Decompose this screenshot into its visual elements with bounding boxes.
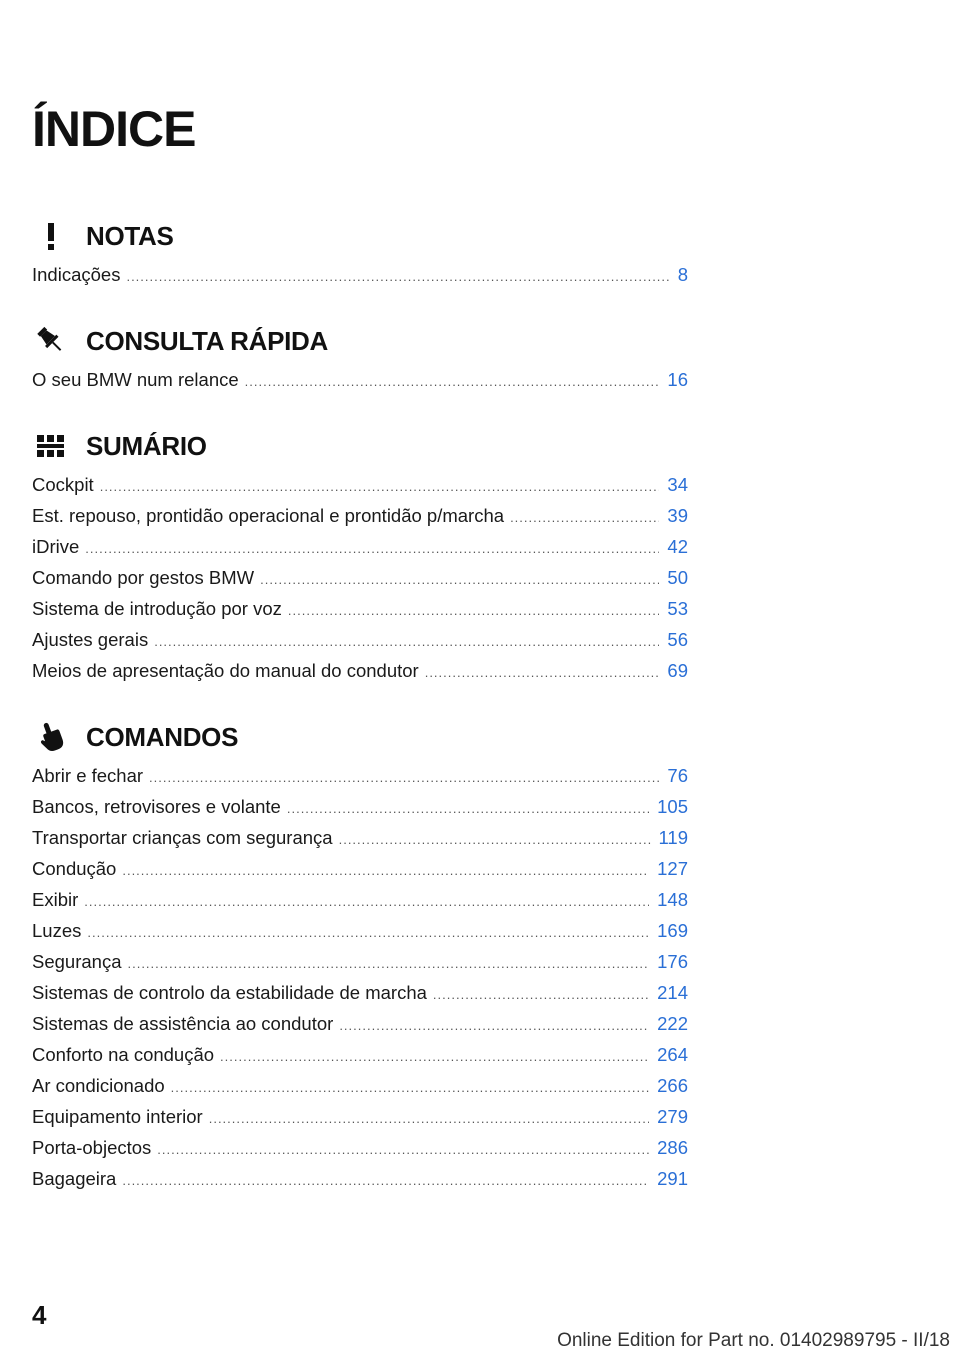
entry-label: Ar condicionado bbox=[32, 1075, 165, 1096]
dot-leader bbox=[287, 801, 649, 816]
dot-leader bbox=[100, 479, 660, 494]
toc-entry[interactable] bbox=[32, 858, 688, 889]
entry-label: Condução bbox=[32, 858, 117, 879]
entry-label: Abrir e fechar bbox=[32, 765, 144, 786]
entry-page-link[interactable]: 8 bbox=[677, 264, 688, 285]
entry-label: Bancos, retrovisores e volante bbox=[32, 796, 281, 817]
toc-entry[interactable] bbox=[32, 1044, 688, 1075]
entry-label: Comando por gestos BMW bbox=[32, 567, 255, 588]
dot-leader bbox=[171, 1080, 649, 1095]
toc-entry[interactable] bbox=[32, 796, 688, 827]
entry-label: Porta-objectos bbox=[32, 1137, 152, 1158]
entry-page-link[interactable]: 264 bbox=[657, 1044, 688, 1065]
entry-page-link[interactable]: 148 bbox=[657, 889, 688, 910]
entry-page-link[interactable]: 222 bbox=[657, 1013, 688, 1034]
section-sumario bbox=[32, 418, 688, 691]
entry-page-link[interactable]: 50 bbox=[667, 567, 688, 588]
exclamation-icon bbox=[34, 220, 68, 252]
toc-entry[interactable] bbox=[32, 369, 688, 400]
grid-icon bbox=[34, 430, 68, 462]
dot-leader bbox=[87, 925, 649, 940]
footer-edition-text: Online Edition for Part no. 01402989795 - II/18 bbox=[557, 1330, 950, 1351]
section-title: CONSULTA RÁPIDA bbox=[86, 325, 329, 356]
entry-page-link[interactable]: 169 bbox=[657, 920, 688, 941]
toc-entry[interactable] bbox=[32, 1168, 688, 1199]
entry-label: Cockpit bbox=[32, 474, 94, 495]
entry-page-link[interactable]: 176 bbox=[657, 951, 688, 972]
dot-leader bbox=[84, 894, 649, 909]
entry-page-link[interactable]: 34 bbox=[667, 474, 688, 495]
entry-page-link[interactable]: 286 bbox=[657, 1137, 688, 1158]
entry-label: Est. repouso, prontidão operacional e prontidão p/marcha bbox=[32, 505, 505, 526]
page-title: ÍNDICE bbox=[32, 101, 196, 157]
entry-label: Indicações bbox=[32, 264, 121, 285]
hand-pointer-icon bbox=[34, 721, 68, 753]
entry-label: Sistemas de assistência ao condutor bbox=[32, 1013, 334, 1034]
dot-leader bbox=[245, 374, 660, 389]
entry-label: Bagageira bbox=[32, 1168, 117, 1189]
entry-page-link[interactable]: 39 bbox=[667, 505, 688, 526]
toc-entry[interactable] bbox=[32, 567, 688, 598]
dot-leader bbox=[127, 956, 649, 971]
page-number: 4 bbox=[32, 1300, 47, 1330]
toc-entry[interactable] bbox=[32, 264, 688, 295]
toc-entry[interactable] bbox=[32, 505, 688, 536]
toc-entry[interactable] bbox=[32, 765, 688, 796]
toc-entry[interactable] bbox=[32, 598, 688, 629]
dot-leader bbox=[288, 603, 660, 618]
dot-leader bbox=[433, 987, 649, 1002]
dot-leader bbox=[149, 770, 659, 785]
entry-label: Sistemas de controlo da estabilidade de marcha bbox=[32, 982, 427, 1003]
toc-entry[interactable] bbox=[32, 951, 688, 982]
dot-leader bbox=[154, 634, 659, 649]
toc-entry[interactable] bbox=[32, 827, 688, 858]
section-header bbox=[32, 208, 688, 264]
toc-entry[interactable] bbox=[32, 1013, 688, 1044]
entry-page-link[interactable]: 76 bbox=[667, 765, 688, 786]
dot-leader bbox=[85, 541, 659, 556]
section-title: NOTAS bbox=[86, 220, 174, 251]
toc-entry[interactable] bbox=[32, 629, 688, 660]
section-header bbox=[32, 418, 688, 474]
entry-label: Conforto na condução bbox=[32, 1044, 215, 1065]
section-title: COMANDOS bbox=[86, 721, 239, 752]
entry-label: Segurança bbox=[32, 951, 122, 972]
toc-entry[interactable] bbox=[32, 920, 688, 951]
section-header bbox=[32, 709, 688, 765]
entry-label: Sistema de introdução por voz bbox=[32, 598, 282, 619]
dot-leader bbox=[122, 1173, 649, 1188]
entry-page-link[interactable]: 56 bbox=[667, 629, 688, 650]
entry-page-link[interactable]: 53 bbox=[667, 598, 688, 619]
entry-page-link[interactable]: 69 bbox=[667, 660, 688, 681]
entry-page-link[interactable]: 291 bbox=[657, 1168, 688, 1189]
entry-label: Luzes bbox=[32, 920, 82, 941]
dot-leader bbox=[339, 832, 651, 847]
entry-label: Equipamento interior bbox=[32, 1106, 203, 1127]
entry-page-link[interactable]: 119 bbox=[658, 827, 688, 848]
entry-page-link[interactable]: 105 bbox=[657, 796, 688, 817]
entry-page-link[interactable]: 214 bbox=[657, 982, 688, 1003]
dot-leader bbox=[157, 1142, 649, 1157]
entry-page-link[interactable]: 266 bbox=[657, 1075, 688, 1096]
toc-entry[interactable] bbox=[32, 1075, 688, 1106]
section-header bbox=[32, 313, 688, 369]
toc-entry[interactable] bbox=[32, 660, 688, 691]
section-notas bbox=[32, 208, 688, 295]
toc-entry[interactable] bbox=[32, 889, 688, 920]
entry-label: Transportar crianças com segurança bbox=[32, 827, 333, 848]
toc-entry[interactable] bbox=[32, 1137, 688, 1168]
dot-leader bbox=[122, 863, 649, 878]
entry-label: Exibir bbox=[32, 889, 79, 910]
toc-entry[interactable] bbox=[32, 1106, 688, 1137]
section-comandos bbox=[32, 709, 688, 1199]
dot-leader bbox=[339, 1018, 649, 1033]
pushpin-icon bbox=[34, 325, 68, 357]
entry-label: Meios de apresentação do manual do condutor bbox=[32, 660, 419, 681]
entry-page-link[interactable]: 127 bbox=[657, 858, 688, 879]
dot-leader bbox=[260, 572, 659, 587]
entry-label: iDrive bbox=[32, 536, 80, 557]
entry-label: Ajustes gerais bbox=[32, 629, 149, 650]
section-title: SUMÁRIO bbox=[86, 430, 207, 461]
entry-label: O seu BMW num relance bbox=[32, 369, 239, 390]
dot-leader bbox=[510, 510, 659, 525]
section-consulta-rapida bbox=[32, 313, 688, 400]
toc-entry[interactable] bbox=[32, 536, 688, 567]
entry-page-link[interactable]: 16 bbox=[667, 369, 688, 390]
dot-leader bbox=[220, 1049, 649, 1064]
dot-leader bbox=[126, 269, 669, 284]
toc-entry[interactable] bbox=[32, 982, 688, 1013]
entry-page-link[interactable]: 42 bbox=[667, 536, 688, 557]
dot-leader bbox=[209, 1111, 649, 1126]
dot-leader bbox=[425, 665, 660, 680]
table-of-contents bbox=[32, 208, 688, 1217]
toc-entry[interactable] bbox=[32, 474, 688, 505]
entry-page-link[interactable]: 279 bbox=[657, 1106, 688, 1127]
